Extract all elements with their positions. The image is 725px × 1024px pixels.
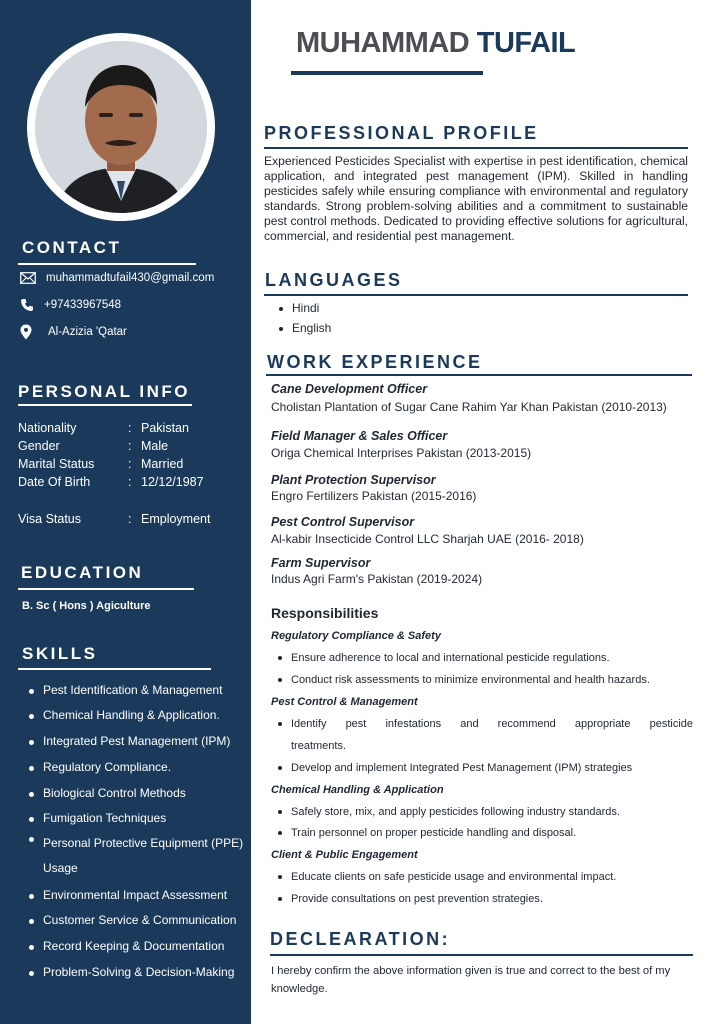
language-item: Hindi <box>292 301 320 315</box>
responsibility-category: Client & Public Engagement <box>271 849 418 861</box>
profile-divider <box>264 147 688 149</box>
skill-item <box>29 965 244 979</box>
responsibility-category: Regulatory Compliance & Safety <box>271 630 441 642</box>
phone-text: +97433967548 <box>44 299 122 311</box>
work-experience-divider <box>266 374 692 376</box>
responsibility-item: Train personnel on proper pesticide handling and disposal. <box>291 822 693 844</box>
candidate-name <box>296 27 575 60</box>
name-underline <box>291 71 483 75</box>
skill-text: Integrated Pest Management (IPM) <box>43 734 231 748</box>
personal-info-heading: PERSONAL INFO <box>18 382 190 401</box>
email-text: muhammadtufail430@gmail.com <box>46 272 215 284</box>
skills-divider <box>18 668 211 670</box>
job-employer: Cholistan Plantation of Sugar Cane Rahim Yar Khan Pakistan (2010-2013) <box>271 400 667 414</box>
skill-item <box>29 939 244 953</box>
info-value: Employment <box>141 512 211 526</box>
job-employer: Al-kabir Insecticide Control LLC Sharjah UAE (2016- 2018) <box>271 532 584 546</box>
info-separator: : <box>128 475 132 489</box>
info-separator: : <box>128 439 132 453</box>
job-title: Plant Protection Supervisor <box>271 473 436 487</box>
skill-item <box>29 683 244 697</box>
contact-heading: CONTACT <box>22 238 122 257</box>
skill-text: Fumigation Techniques <box>43 811 167 825</box>
info-label: Visa Status <box>18 512 82 526</box>
avatar <box>35 41 207 213</box>
profile-photo <box>27 33 215 221</box>
personal-info-divider <box>18 404 192 406</box>
job-employer: Origa Chemical Interprises Pakistan (2013-2015) <box>271 446 532 460</box>
skill-item <box>29 708 244 722</box>
education-divider <box>18 588 194 590</box>
responsibility-item: Provide consultations on pest prevention strategies. <box>291 888 693 910</box>
job-title: Farm Supervisor <box>271 556 371 570</box>
skill-text: Record Keeping & Documentation <box>43 939 225 953</box>
work-experience-heading: WORK EXPERIENCE <box>267 352 483 372</box>
languages-divider <box>264 294 688 296</box>
mail-icon <box>20 272 36 284</box>
responsibility-item: Conduct risk assessments to minimize environmental and health hazards. <box>291 669 693 691</box>
skills-heading: SKILLS <box>22 644 98 663</box>
declaration-divider <box>270 954 693 956</box>
phone-icon <box>20 298 34 312</box>
info-value: Pakistan <box>141 421 189 435</box>
contact-divider <box>18 263 196 265</box>
skill-item <box>29 913 244 927</box>
info-value: 12/12/1987 <box>141 475 204 489</box>
skill-text: Personal Protective Equipment (PPE) Usage <box>43 836 244 875</box>
responsibility-category: Chemical Handling & Application <box>271 784 444 796</box>
responsibility-item: Safely store, mix, and apply pesticides following industry standards. <box>291 801 693 823</box>
skill-text: Biological Control Methods <box>43 786 186 800</box>
declaration-heading: DECLEARATION: <box>270 929 451 949</box>
responsibility-item: Develop and implement Integrated Pest Management (IPM) strategies <box>291 757 693 779</box>
declaration-text: I hereby confirm the above information given is true and correct to the best of my knowledge. <box>271 965 671 995</box>
info-separator: : <box>128 457 132 471</box>
last-name: TUFAIL <box>476 27 576 59</box>
info-separator: : <box>128 421 132 435</box>
info-label: Date Of Birth <box>18 475 91 489</box>
skill-text: Problem-Solving & Decision-Making <box>43 965 235 979</box>
skill-text: Environmental Impact Assessment <box>43 888 228 902</box>
job-title: Cane Development Officer <box>271 382 428 396</box>
skill-item <box>29 786 244 800</box>
responsibility-item: Educate clients on safe pesticide usage and environmental impact. <box>291 866 693 888</box>
email-row <box>20 272 214 284</box>
responsibility-item: Identify pest infestations and recommend appropriate pesticide <box>291 713 693 735</box>
phone-row <box>20 298 121 312</box>
skill-item <box>29 831 244 881</box>
job-employer: Engro Fertilizers Pakistan (2015-2016) <box>271 489 477 503</box>
skill-item <box>29 888 244 902</box>
info-label: Nationality <box>18 421 77 435</box>
education-degree: B. Sc ( Hons ) Agiculture <box>22 600 151 612</box>
responsibility-item-continuation: treatments. <box>291 740 347 752</box>
responsibility-item: Ensure adherence to local and international pesticide regulations. <box>291 647 693 669</box>
language-item: English <box>292 321 332 335</box>
job-title: Field Manager & Sales Officer <box>271 429 448 443</box>
skill-text: Customer Service & Communication <box>43 913 237 927</box>
skill-text: Chemical Handling & Application. <box>43 708 220 722</box>
info-value: Male <box>141 439 169 453</box>
info-label: Gender <box>18 439 60 453</box>
skill-item <box>29 734 244 748</box>
skill-item <box>29 811 244 825</box>
skill-text: Pest Identification & Management <box>43 683 223 697</box>
first-name: MUHAMMAD <box>296 27 470 59</box>
location-text: Al-Azizia 'Qatar <box>48 326 127 338</box>
info-value: Married <box>141 457 184 471</box>
info-separator: : <box>128 512 132 526</box>
languages-heading: LANGUAGES <box>265 270 403 290</box>
profile-heading: PROFESSIONAL PROFILE <box>264 123 539 143</box>
responsibility-category: Pest Control & Management <box>271 696 418 708</box>
responsibilities-heading: Responsibilities <box>271 605 379 621</box>
sidebar <box>0 0 251 1024</box>
info-label: Marital Status <box>18 457 95 471</box>
job-title: Pest Control Supervisor <box>271 515 415 529</box>
skill-item <box>29 760 244 774</box>
profile-text: Experienced Pesticides Specialist with expertise in pest identification, chemical application, and integrated pest management (IPM). Skilled in handling pesticides safely while ensuring compliance with environmental and regulatory standards. Strong problem-solving abilities and a commitment to sustainable pest control methods. Dedicated to providing effective solutions for agricultural, commercial, and residential pest management. <box>264 154 688 243</box>
job-employer: Indus Agri Farm's Pakistan (2019-2024) <box>271 572 483 586</box>
education-heading: EDUCATION <box>21 563 144 582</box>
location-row <box>20 324 127 340</box>
map-pin-icon <box>20 324 32 340</box>
skill-text: Regulatory Compliance. <box>43 760 172 774</box>
